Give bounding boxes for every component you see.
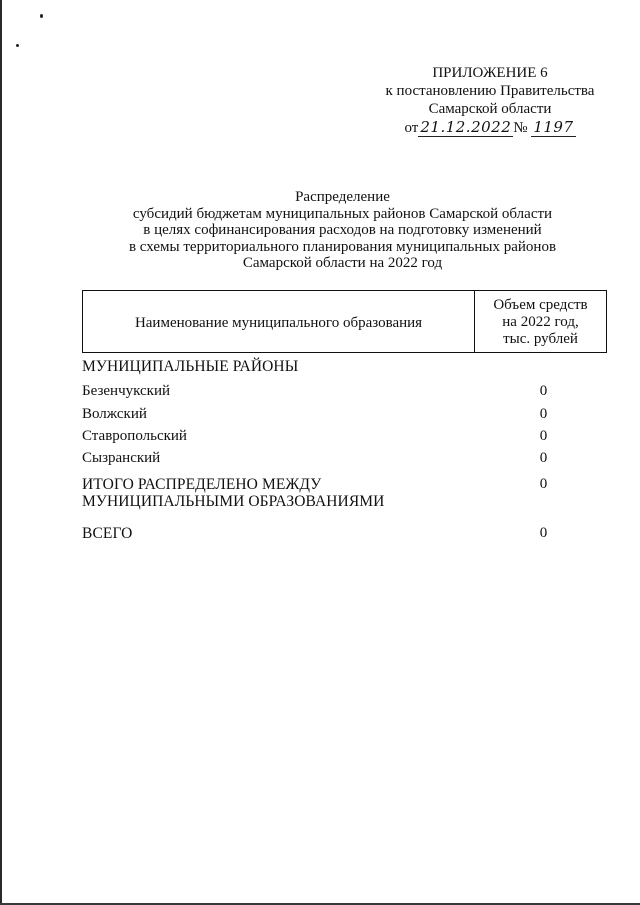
appendix-line1: к постановлению Правительства	[385, 83, 595, 99]
header-amount-cell	[475, 291, 606, 352]
scan-speck	[16, 44, 19, 47]
table-row	[82, 428, 605, 448]
total-value: 0	[539, 525, 548, 541]
table-row	[82, 406, 605, 426]
table-header	[82, 290, 607, 353]
handwritten-date: 21.12.2022	[420, 118, 512, 136]
row-name: Волжский	[82, 406, 147, 422]
total-row	[82, 525, 605, 545]
header-amount-line2: на 2022 год,	[502, 314, 579, 330]
subtotal-line2: МУНИЦИПАЛЬНЫМИ ОБРАЗОВАНИЯМИ	[82, 493, 385, 510]
page-left-edge	[0, 0, 2, 905]
row-name: Ставропольский	[82, 428, 187, 444]
document-title	[80, 189, 605, 272]
header-name-label: Наименование муниципального образования	[134, 315, 423, 331]
scan-speck	[40, 14, 43, 18]
row-value: 0	[539, 428, 548, 444]
title-line2: субсидий бюджетам муниципальных районов Самарской области	[132, 205, 553, 222]
table-row	[82, 450, 605, 470]
header-name-cell	[83, 291, 475, 352]
date-prefix: от	[404, 120, 419, 136]
title-line4: в схемы территориального планирования муниципальных районов	[128, 238, 557, 255]
header-amount-line3: тыс. рублей	[503, 331, 578, 347]
header-amount-line1: Объем средств	[493, 297, 588, 313]
number-prefix: №	[513, 120, 528, 136]
appendix-block	[380, 64, 600, 137]
title-line5: Самарской области на 2022 год	[242, 255, 443, 271]
table-row	[82, 383, 605, 403]
row-name: Сызранский	[82, 450, 161, 466]
row-value: 0	[539, 406, 548, 422]
row-value: 0	[539, 383, 548, 399]
title-line1: Распределение	[295, 189, 390, 205]
total-label: ВСЕГО	[82, 525, 133, 542]
subtotal-label	[82, 476, 442, 510]
subtotal-value: 0	[539, 476, 548, 492]
appendix-heading: ПРИЛОЖЕНИЕ 6	[432, 65, 548, 81]
appendix-line2: Самарской области	[428, 101, 552, 117]
section-row	[82, 358, 605, 378]
title-line3: в целях софинансирования расходов на подготовку изменений	[143, 222, 542, 238]
handwritten-number: 1197	[533, 118, 574, 136]
subtotal-row	[82, 476, 605, 516]
appendix-date-row	[380, 118, 600, 137]
row-value: 0	[539, 450, 548, 466]
subtotal-line1: ИТОГО РАСПРЕДЕЛЕНО МЕЖДУ	[82, 476, 322, 493]
section-label: МУНИЦИПАЛЬНЫЕ РАЙОНЫ	[82, 358, 299, 375]
row-name: Безенчукский	[82, 383, 171, 399]
